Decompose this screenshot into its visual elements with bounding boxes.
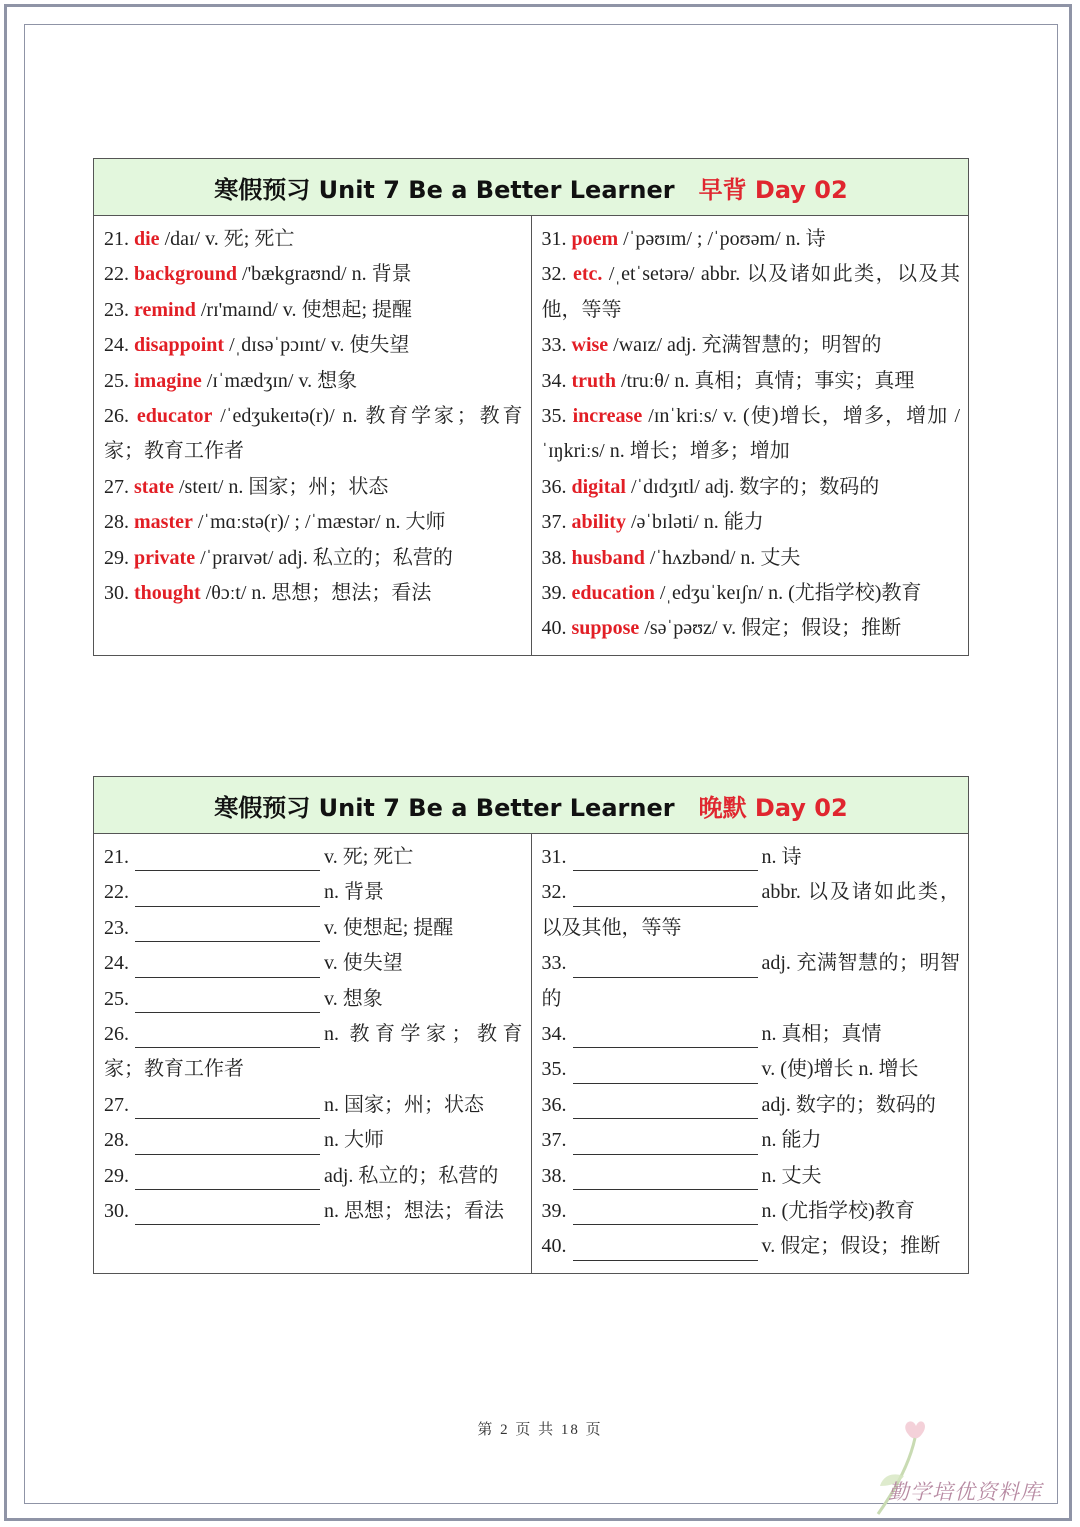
entry-meaning: abbr. 以及诸如此类，以及其他，等等 (541, 881, 960, 939)
vocab-entry (542, 470, 961, 505)
entry-meaning: n. 国家；州；状态 (324, 1093, 484, 1116)
vocab-word: wise (571, 334, 609, 357)
answer-blank[interactable] (135, 988, 320, 1013)
entry-meaning: n. 丈夫 (761, 1164, 822, 1187)
entry-definition: /ˌedʒuˈkeɪʃn/ n. (尤指学校)教育 (654, 582, 922, 605)
dictation-entry (542, 1052, 961, 1087)
vocab-entry (104, 222, 523, 257)
vocab-entry (542, 328, 961, 363)
entry-number: 28. (104, 511, 134, 534)
vocab-word: private (134, 546, 196, 569)
entry-meaning: n. 能力 (761, 1129, 822, 1152)
vocab-entry (542, 576, 961, 611)
entry-number: 30. (104, 1200, 129, 1223)
entry-meaning: n. 思想；想法；看法 (324, 1200, 504, 1223)
dictation-entry (542, 1194, 961, 1229)
entry-definition: /ɪˈmædʒɪn/ v. 想象 (201, 369, 358, 392)
entry-definition: /ˈdɪdʒɪtl/ adj. 数字的；数码的 (625, 475, 880, 498)
vocab-entry (104, 505, 523, 540)
entry-number: 21. (104, 846, 129, 868)
vocab-entry (104, 257, 523, 292)
answer-blank[interactable] (135, 882, 320, 907)
entry-number: 26. (104, 405, 137, 428)
vocab-word: poem (571, 228, 619, 250)
answer-blank[interactable] (573, 1165, 758, 1190)
dictation-entry (104, 1159, 523, 1194)
entry-number: 27. (104, 475, 134, 498)
entry-meaning: v. 想象 (324, 987, 383, 1010)
entry-definition: /ˈpəʊɪm/ ; /ˈpoʊəm/ n. 诗 (618, 228, 826, 250)
answer-blank[interactable] (573, 1094, 758, 1119)
dictation-day-tag: 晚默 Day 02 (698, 793, 848, 822)
entry-number: 36. (541, 475, 572, 498)
entry-meaning: adj. 私立的；私营的 (324, 1164, 499, 1187)
entry-number: 26. (104, 1023, 129, 1046)
entry-definition: /səˈpəʊz/ v. 假定；假设；推断 (639, 617, 902, 640)
vocab-entry (542, 541, 961, 576)
entry-meaning: v. 使想起; 提醒 (324, 916, 454, 939)
answer-blank[interactable] (573, 953, 758, 978)
vocab-entry (104, 576, 523, 611)
entry-meaning: v. 使失望 (324, 952, 403, 975)
entry-number: 28. (104, 1129, 129, 1152)
entry-definition: /θɔːt/ n. 思想；想法；看法 (200, 582, 432, 605)
vocab-entry (104, 541, 523, 576)
vocab-word: die (134, 228, 160, 250)
vocab-word: thought (134, 582, 201, 605)
vocab-word: imagine (134, 369, 202, 392)
entry-definition: /əˈbɪləti/ n. 能力 (625, 511, 764, 534)
answer-blank[interactable] (135, 1130, 320, 1155)
entry-number: 32. (541, 881, 567, 904)
dictation-right-column (531, 834, 969, 1274)
answer-blank[interactable] (135, 1200, 320, 1225)
watermark-logo-text: 勤学培优资料库 (888, 1480, 1042, 1504)
dictation-entry (542, 875, 961, 946)
entry-definition: /ˈedʒukeɪtə(r)/ n. 教育学家；教育家；教育工作者 (104, 405, 523, 463)
entry-number: 34. (541, 1023, 567, 1046)
vocab-entry (104, 328, 523, 363)
dictation-entry (542, 840, 961, 875)
dictation-entry (104, 875, 523, 910)
entry-number: 25. (104, 369, 134, 392)
vocab-word: background (134, 263, 238, 286)
entry-number: 30. (104, 582, 134, 605)
entry-definition: /ˌetˈsetərə/ abbr. 以及诸如此类，以及其他，等等 (541, 263, 961, 321)
vocab-word: education (571, 582, 655, 605)
dictation-entry (104, 911, 523, 946)
vocab-entry (542, 257, 961, 328)
dictation-table-header (94, 777, 969, 834)
entry-number: 22. (104, 263, 134, 286)
entry-definition: /ˈpraɪvət/ adj. 私立的；私营的 (195, 546, 453, 569)
entry-definition: /waɪz/ adj. 充满智慧的；明智的 (608, 334, 882, 357)
answer-blank[interactable] (573, 1236, 758, 1261)
entry-meaning: n. 真相；真情 (761, 1023, 882, 1046)
entry-meaning: n. (尤指学校)教育 (761, 1200, 915, 1223)
vocab-entry (542, 399, 961, 470)
answer-blank[interactable] (135, 1094, 320, 1119)
entry-number: 40. (541, 1235, 567, 1258)
vocab-word: master (134, 511, 193, 534)
answer-blank[interactable] (573, 1023, 758, 1048)
entry-definition: /ˈmɑːstə(r)/ ; /ˈmæstər/ n. 大师 (192, 511, 446, 534)
entry-definition: /ɪnˈkriːs/ v. (使)增长，增多，增加 /ˈɪŋkriːs/ n. 增长；增多；增加 (541, 405, 961, 463)
answer-blank[interactable] (135, 953, 320, 978)
entry-number: 23. (104, 298, 134, 321)
answer-blank[interactable] (135, 917, 320, 942)
answer-blank[interactable] (135, 1023, 320, 1048)
dictation-entry (542, 1017, 961, 1052)
entry-number: 38. (541, 1164, 567, 1187)
vocab-entry (104, 470, 523, 505)
memorize-table-title: 寒假预习 Unit 7 Be a Better Learner (214, 175, 675, 204)
entry-meaning: adj. 数字的；数码的 (761, 1093, 936, 1116)
answer-blank[interactable] (573, 1130, 758, 1155)
entry-number: 34. (541, 369, 572, 392)
memorize-right-column (531, 216, 969, 656)
entry-number: 37. (541, 511, 572, 534)
dictation-entry (542, 1229, 961, 1264)
vocab-word: remind (134, 298, 196, 321)
entry-definition: /daɪ/ v. 死; 死亡 (159, 228, 295, 250)
vocab-entry (542, 364, 961, 399)
vocab-entry (542, 505, 961, 540)
entry-meaning: v. 假定；假设；推断 (761, 1235, 941, 1258)
entry-definition: /ˈhʌzbənd/ n. 丈夫 (644, 546, 801, 569)
vocab-word: digital (571, 475, 626, 498)
dictation-entry (104, 1017, 523, 1088)
entry-number: 23. (104, 916, 129, 939)
vocab-word: state (134, 475, 174, 498)
entry-number: 31. (541, 846, 567, 868)
vocab-word: etc. (572, 263, 603, 286)
answer-blank[interactable] (135, 1165, 320, 1190)
memorize-table (93, 158, 969, 656)
entry-meaning: n. 诗 (761, 846, 802, 868)
vocab-word: increase (572, 405, 643, 428)
entry-number: 37. (541, 1129, 567, 1152)
dictation-entry (542, 1123, 961, 1158)
dictation-entry (542, 1088, 961, 1123)
vocab-entry (104, 399, 523, 470)
entry-number: 33. (541, 334, 572, 357)
entry-number: 32. (541, 263, 573, 286)
memorize-left-column (94, 216, 532, 656)
vocab-entry (104, 364, 523, 399)
entry-number: 38. (541, 546, 572, 569)
vocab-word: truth (571, 369, 616, 392)
dictation-entry (104, 946, 523, 981)
entry-definition: /'bækgraʊnd/ n. 背景 (237, 263, 412, 286)
dictation-entry (542, 1159, 961, 1194)
dictation-entry (104, 982, 523, 1017)
answer-blank[interactable] (573, 1200, 758, 1225)
entry-meaning: adj. 充满智慧的；明智的 (541, 952, 960, 1010)
entry-meaning: n. 背景 (324, 881, 384, 904)
dictation-left-column (94, 834, 532, 1274)
entry-number: 33. (541, 952, 567, 975)
vocab-word: suppose (571, 617, 640, 640)
memorize-day-tag: 早背 Day 02 (698, 175, 848, 204)
vocab-entry (542, 222, 961, 257)
entry-number: 36. (541, 1093, 567, 1116)
entry-definition: /rɪ'maɪnd/ v. 使想起; 提醒 (195, 298, 413, 321)
dictation-entry (104, 1088, 523, 1123)
answer-blank[interactable] (573, 1059, 758, 1084)
answer-blank[interactable] (573, 882, 758, 907)
entry-number: 29. (104, 1164, 129, 1187)
dictation-entry (104, 840, 523, 875)
entry-meaning: v. 死; 死亡 (324, 846, 414, 868)
vocab-entry (104, 293, 523, 328)
vocab-word: ability (571, 511, 626, 534)
vocab-entry (542, 611, 961, 646)
dictation-entry (542, 946, 961, 1017)
vocab-word: educator (136, 405, 213, 428)
entry-number: 40. (541, 617, 572, 640)
entry-number: 25. (104, 987, 129, 1010)
entry-number: 31. (541, 228, 572, 250)
entry-number: 21. (104, 228, 134, 250)
entry-definition: /ˌdɪsəˈpɔɪnt/ v. 使失望 (224, 334, 410, 357)
entry-meaning: v. (使)增长 n. 增长 (761, 1058, 919, 1081)
entry-definition: /truːθ/ n. 真相；真情；事实；真理 (615, 369, 915, 392)
entry-meaning: n. 大师 (324, 1129, 384, 1152)
entry-number: 39. (541, 1200, 567, 1223)
vocab-word: disappoint (134, 334, 225, 357)
entry-number: 39. (541, 582, 572, 605)
memorize-table-header (94, 159, 969, 216)
dictation-table-title: 寒假预习 Unit 7 Be a Better Learner (214, 793, 675, 822)
answer-blank[interactable] (135, 846, 320, 871)
answer-blank[interactable] (573, 846, 758, 871)
entry-number: 35. (541, 1058, 567, 1081)
entry-number: 35. (541, 405, 573, 428)
entry-number: 27. (104, 1093, 129, 1116)
dictation-entry (104, 1194, 523, 1229)
dictation-table (93, 776, 969, 1274)
entry-number: 22. (104, 881, 129, 904)
vocab-word: husband (571, 546, 645, 569)
entry-number: 24. (104, 952, 129, 975)
page-footer: 第 2 页 共 18 页 (477, 1422, 603, 1438)
dictation-entry (104, 1123, 523, 1158)
entry-definition: /steɪt/ n. 国家；州；状态 (173, 475, 389, 498)
entry-number: 29. (104, 546, 134, 569)
entry-meaning: n. 教育学家；教育家；教育工作者 (104, 1023, 523, 1081)
entry-number: 24. (104, 334, 134, 357)
